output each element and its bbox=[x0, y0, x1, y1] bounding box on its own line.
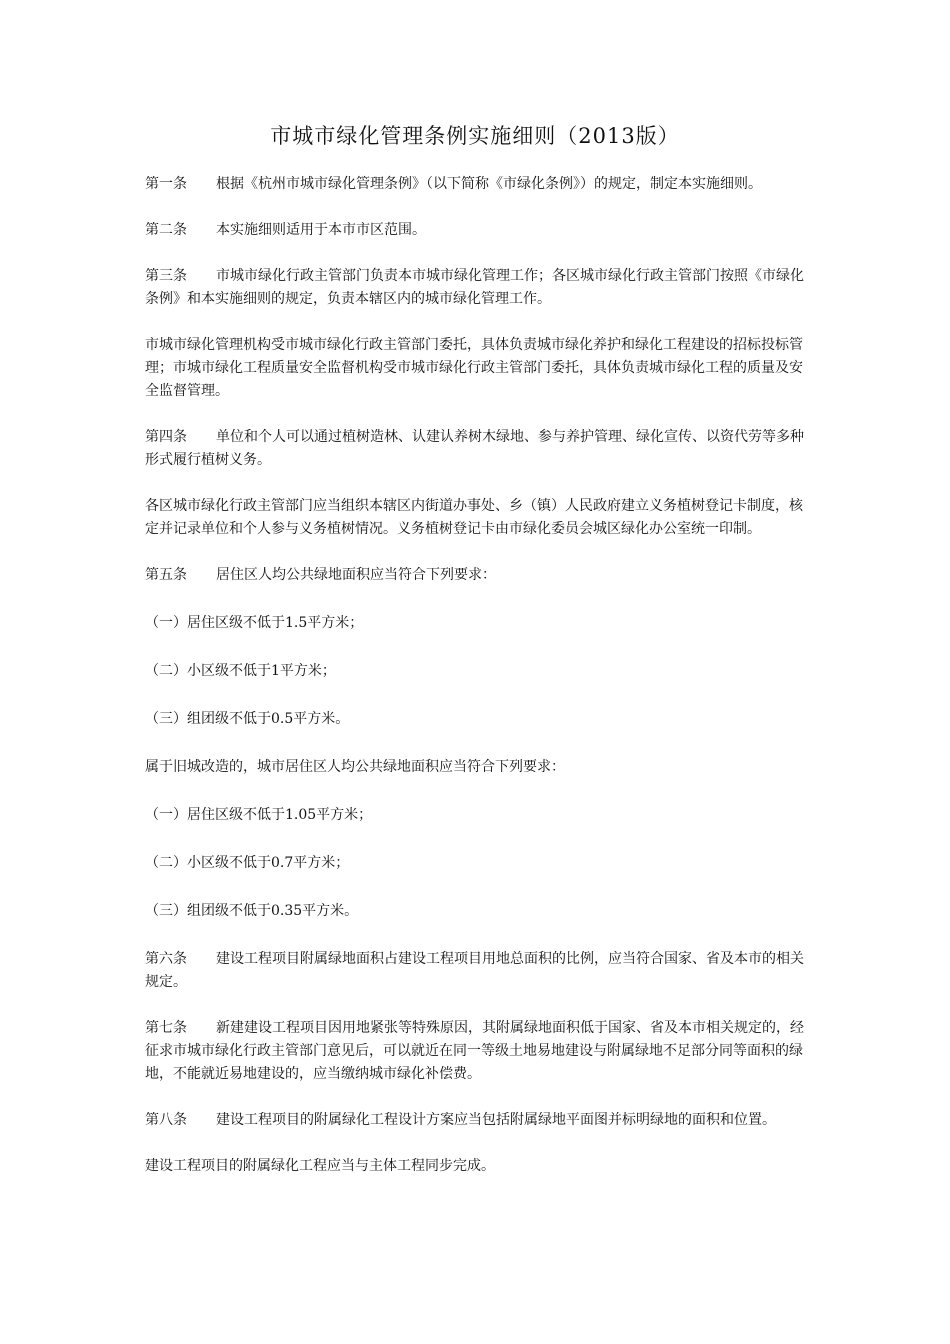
article-number: 第四条 bbox=[145, 429, 187, 445]
list-item bbox=[145, 852, 810, 875]
paragraph-text: （一）居住区级不低于1.5平方米； bbox=[145, 615, 364, 631]
list-item bbox=[145, 612, 810, 635]
paragraph-text: 新建建设工程项目因用地紧张等特殊原因，其附属绿地面积低于国家、省及本市相关规定的，经征求市城市绿化行政主管部门意见后，可以就近在同一等级土地易地建设与附属绿地不足部分同等面积的绿地，不能就近易地建设的，应当缴纳城市绿化补偿费。 bbox=[145, 1020, 804, 1082]
list-item bbox=[145, 804, 810, 827]
article-number: 第一条 bbox=[145, 176, 187, 192]
paragraph-text: 居住区人均公共绿地面积应当符合下列要求： bbox=[216, 567, 496, 583]
article-paragraph bbox=[145, 564, 810, 587]
paragraph bbox=[145, 334, 810, 403]
paragraph-text: 属于旧城改造的，城市居住区人均公共绿地面积应当符合下列要求： bbox=[145, 759, 565, 775]
paragraph-text: 建设工程项目的附属绿化工程应当与主体工程同步完成。 bbox=[145, 1158, 495, 1174]
paragraph bbox=[145, 1155, 810, 1178]
article-number: 第二条 bbox=[145, 222, 187, 238]
article-paragraph bbox=[145, 173, 810, 196]
list-item bbox=[145, 900, 810, 923]
article-number: 第七条 bbox=[145, 1020, 187, 1036]
article-paragraph bbox=[145, 948, 810, 994]
article-paragraph bbox=[145, 426, 810, 472]
document-body bbox=[145, 173, 810, 1201]
paragraph-text: 单位和个人可以通过植树造林、认建认养树木绿地、参与养护管理、绿化宣传、以资代劳等多种形式履行植树义务。 bbox=[145, 429, 804, 468]
article-paragraph bbox=[145, 1109, 810, 1132]
paragraph-text: 各区城市绿化行政主管部门应当组织本辖区内街道办事处、乡（镇）人民政府建立义务植树登记卡制度，核定并记录单位和个人参与义务植树情况。义务植树登记卡由市绿化委员会城区绿化办公室统一印制。 bbox=[145, 498, 803, 537]
article-paragraph bbox=[145, 1017, 810, 1086]
paragraph bbox=[145, 495, 810, 541]
list-item bbox=[145, 708, 810, 731]
paragraph bbox=[145, 756, 810, 779]
article-paragraph bbox=[145, 219, 810, 242]
paragraph-text: 根据《杭州市城市绿化管理条例》（以下简称《市绿化条例》）的规定，制定本实施细则。 bbox=[216, 176, 762, 192]
paragraph-text: （三）组团级不低于0.5平方米。 bbox=[145, 711, 350, 727]
paragraph-text: （二）小区级不低于1平方米； bbox=[145, 663, 336, 679]
paragraph-text: 市城市绿化行政主管部门负责本市城市绿化管理工作；各区城市绿化行政主管部门按照《市绿化条例》和本实施细则的规定，负责本辖区内的城市绿化管理工作。 bbox=[145, 268, 804, 307]
paragraph-text: （二）小区级不低于0.7平方米； bbox=[145, 855, 350, 871]
paragraph-text: 市城市绿化管理机构受市城市绿化行政主管部门委托，具体负责城市绿化养护和绿化工程建设的招标投标管理；市城市绿化工程质量安全监督机构受市城市绿化行政主管部门委托，具体负责城市绿化工程的质量及安全监督管理。 bbox=[145, 337, 803, 399]
paragraph-text: 建设工程项目附属绿地面积占建设工程项目用地总面积的比例，应当符合国家、省及本市的相关规定。 bbox=[145, 951, 804, 990]
paragraph-text: （一）居住区级不低于1.05平方米； bbox=[145, 807, 373, 823]
paragraph-text: （三）组团级不低于0.35平方米。 bbox=[145, 903, 359, 919]
paragraph-text: 本实施细则适用于本市市区范围。 bbox=[216, 222, 426, 238]
list-item bbox=[145, 660, 810, 683]
document-title: 市城市绿化管理条例实施细则（2013版） bbox=[270, 124, 680, 148]
article-number: 第六条 bbox=[145, 951, 187, 967]
article-number: 第五条 bbox=[145, 567, 187, 583]
article-number: 第八条 bbox=[145, 1112, 187, 1128]
article-paragraph bbox=[145, 265, 810, 311]
article-number: 第三条 bbox=[145, 268, 187, 284]
paragraph-text: 建设工程项目的附属绿化工程设计方案应当包括附属绿地平面图并标明绿地的面积和位置。 bbox=[216, 1112, 776, 1128]
